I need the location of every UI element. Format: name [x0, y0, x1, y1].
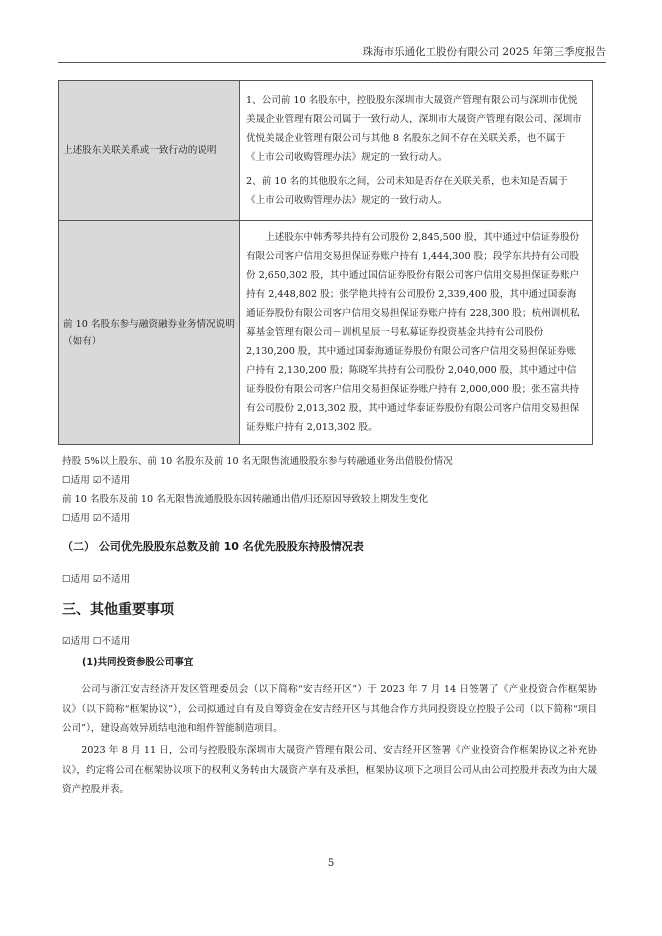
- related-parties-paragraph-1: 1、公司前 10 名股东中，控股股东深圳市大晟资产管理有限公司与深圳市优悦美晟企业管理有限公司属于一致行动人，深圳市大晟资产管理有限公司、深圳市优悦美晟企业管理有限公司与其他 8 名股东之间不存在关联关系，也不属于《上市公司收购管理办法》规定的一致行动人。: [246, 95, 582, 163]
- refinancing-change-question: 前 10 名股东及前 10 名无限售流通股股东因转融通出借/归还原因导致较上期发生变化: [62, 494, 429, 505]
- joint-investment-paragraph-2: 2023 年 8 月 11 日，公司与控股股东深圳市大晟资产管理有限公司、安吉经开区签署《产业投资合作框架协议之补充协议》，约定将公司在框架协议项下的权利义务转由大晟资产享有及承担，框架协议项下之项目公司从由公司控股并表改为由大晟资产控股并表。: [62, 745, 597, 795]
- refinancing-change-answer: ☐适用 ☑不适用: [62, 513, 131, 524]
- table-row: [59, 221, 593, 445]
- refinancing-lending-question: 持股 5%以上股东、前 10 名股东及前 10 名无限售流通股股东参与转融通业务出借股份情况: [62, 456, 453, 467]
- header-divider: [58, 62, 606, 63]
- row-label-margin-trading: 前 10 名股东参与融资融券业务情况说明（如有）: [59, 221, 240, 445]
- shareholder-notes-table: [58, 80, 593, 445]
- other-matters-heading: 三、其他重要事项: [62, 602, 174, 618]
- margin-trading-paragraph: 上述股东中韩秀琴共持有公司股份 2,845,500 股，其中通过中信证券股份有限公司客户信用交易担保证券账户持有 1,444,300 股；段学东共持有公司股份 2,650,302 股，其中通过国信证券股份有限公司客户信用交易担保证券账户持有 2,448,802 股；张学艳共持有公司股份 2,339,400 股，其中通过国泰海通证券股份有限公司客户信用交易担保证券账户持有 228,300 股；杭州训机私募基金管理有限公司－训机星辰一号私募证券投资基金共持有公司股份 2,130,200 股，其中通过国泰海通证券股份有限公司客户信用交易担保证券账户持有 2,130,200 股；陈晓军共持有公司股份 2,040,000 股，其中通过中信证券股份有限公司客户信用交易担保证券账户持有 2,000,000 股；张丕富共持有公司股份 2,013,302 股，其中通过华泰证券股份有限公司客户信用交易担保证券账户持有 2,013,302 股。: [246, 232, 580, 433]
- refinancing-lending-answer: ☐适用 ☑不适用: [62, 475, 131, 486]
- row-label-related-parties: 上述股东关联关系或一致行动的说明: [59, 81, 240, 221]
- row-content-margin-trading: [240, 221, 593, 445]
- preferred-shareholders-heading: （二） 公司优先股股东总数及前 10 名优先股股东持股情况表: [62, 540, 364, 553]
- joint-investment-subheading: (1)共同投资参股公司事宜: [82, 657, 194, 668]
- related-parties-paragraph-2: 2、前 10 名的其他股东之间，公司未知是否存在关联关系，也未知是否属于《上市公司收购管理办法》规定的一致行动人。: [246, 176, 568, 206]
- page-number: 5: [327, 858, 335, 869]
- joint-investment-paragraph-1: 公司与浙江安吉经济开发区管理委员会（以下简称“安吉经开区”）于 2023 年 7 月 14 日签署了《产业投资合作框架协议》（以下简称“框架协议”），公司拟通过自有及自筹资金在安吉经开区与其他合作方共同投资设立控股子公司（以下简称“项目公司”），建设高效异质结电池和组件智能制造项目。: [62, 684, 597, 734]
- other-matters-answer: ☑适用 ☐不适用: [62, 636, 131, 647]
- report-header-title: 珠海市乐通化工股份有限公司 2025 年第三季度报告: [362, 46, 606, 58]
- refinancing-disclosure-lines: [62, 452, 453, 528]
- table-row: [59, 81, 593, 221]
- row-content-related-parties: [240, 81, 593, 221]
- preferred-shareholders-answer: ☐适用 ☑不适用: [62, 574, 131, 585]
